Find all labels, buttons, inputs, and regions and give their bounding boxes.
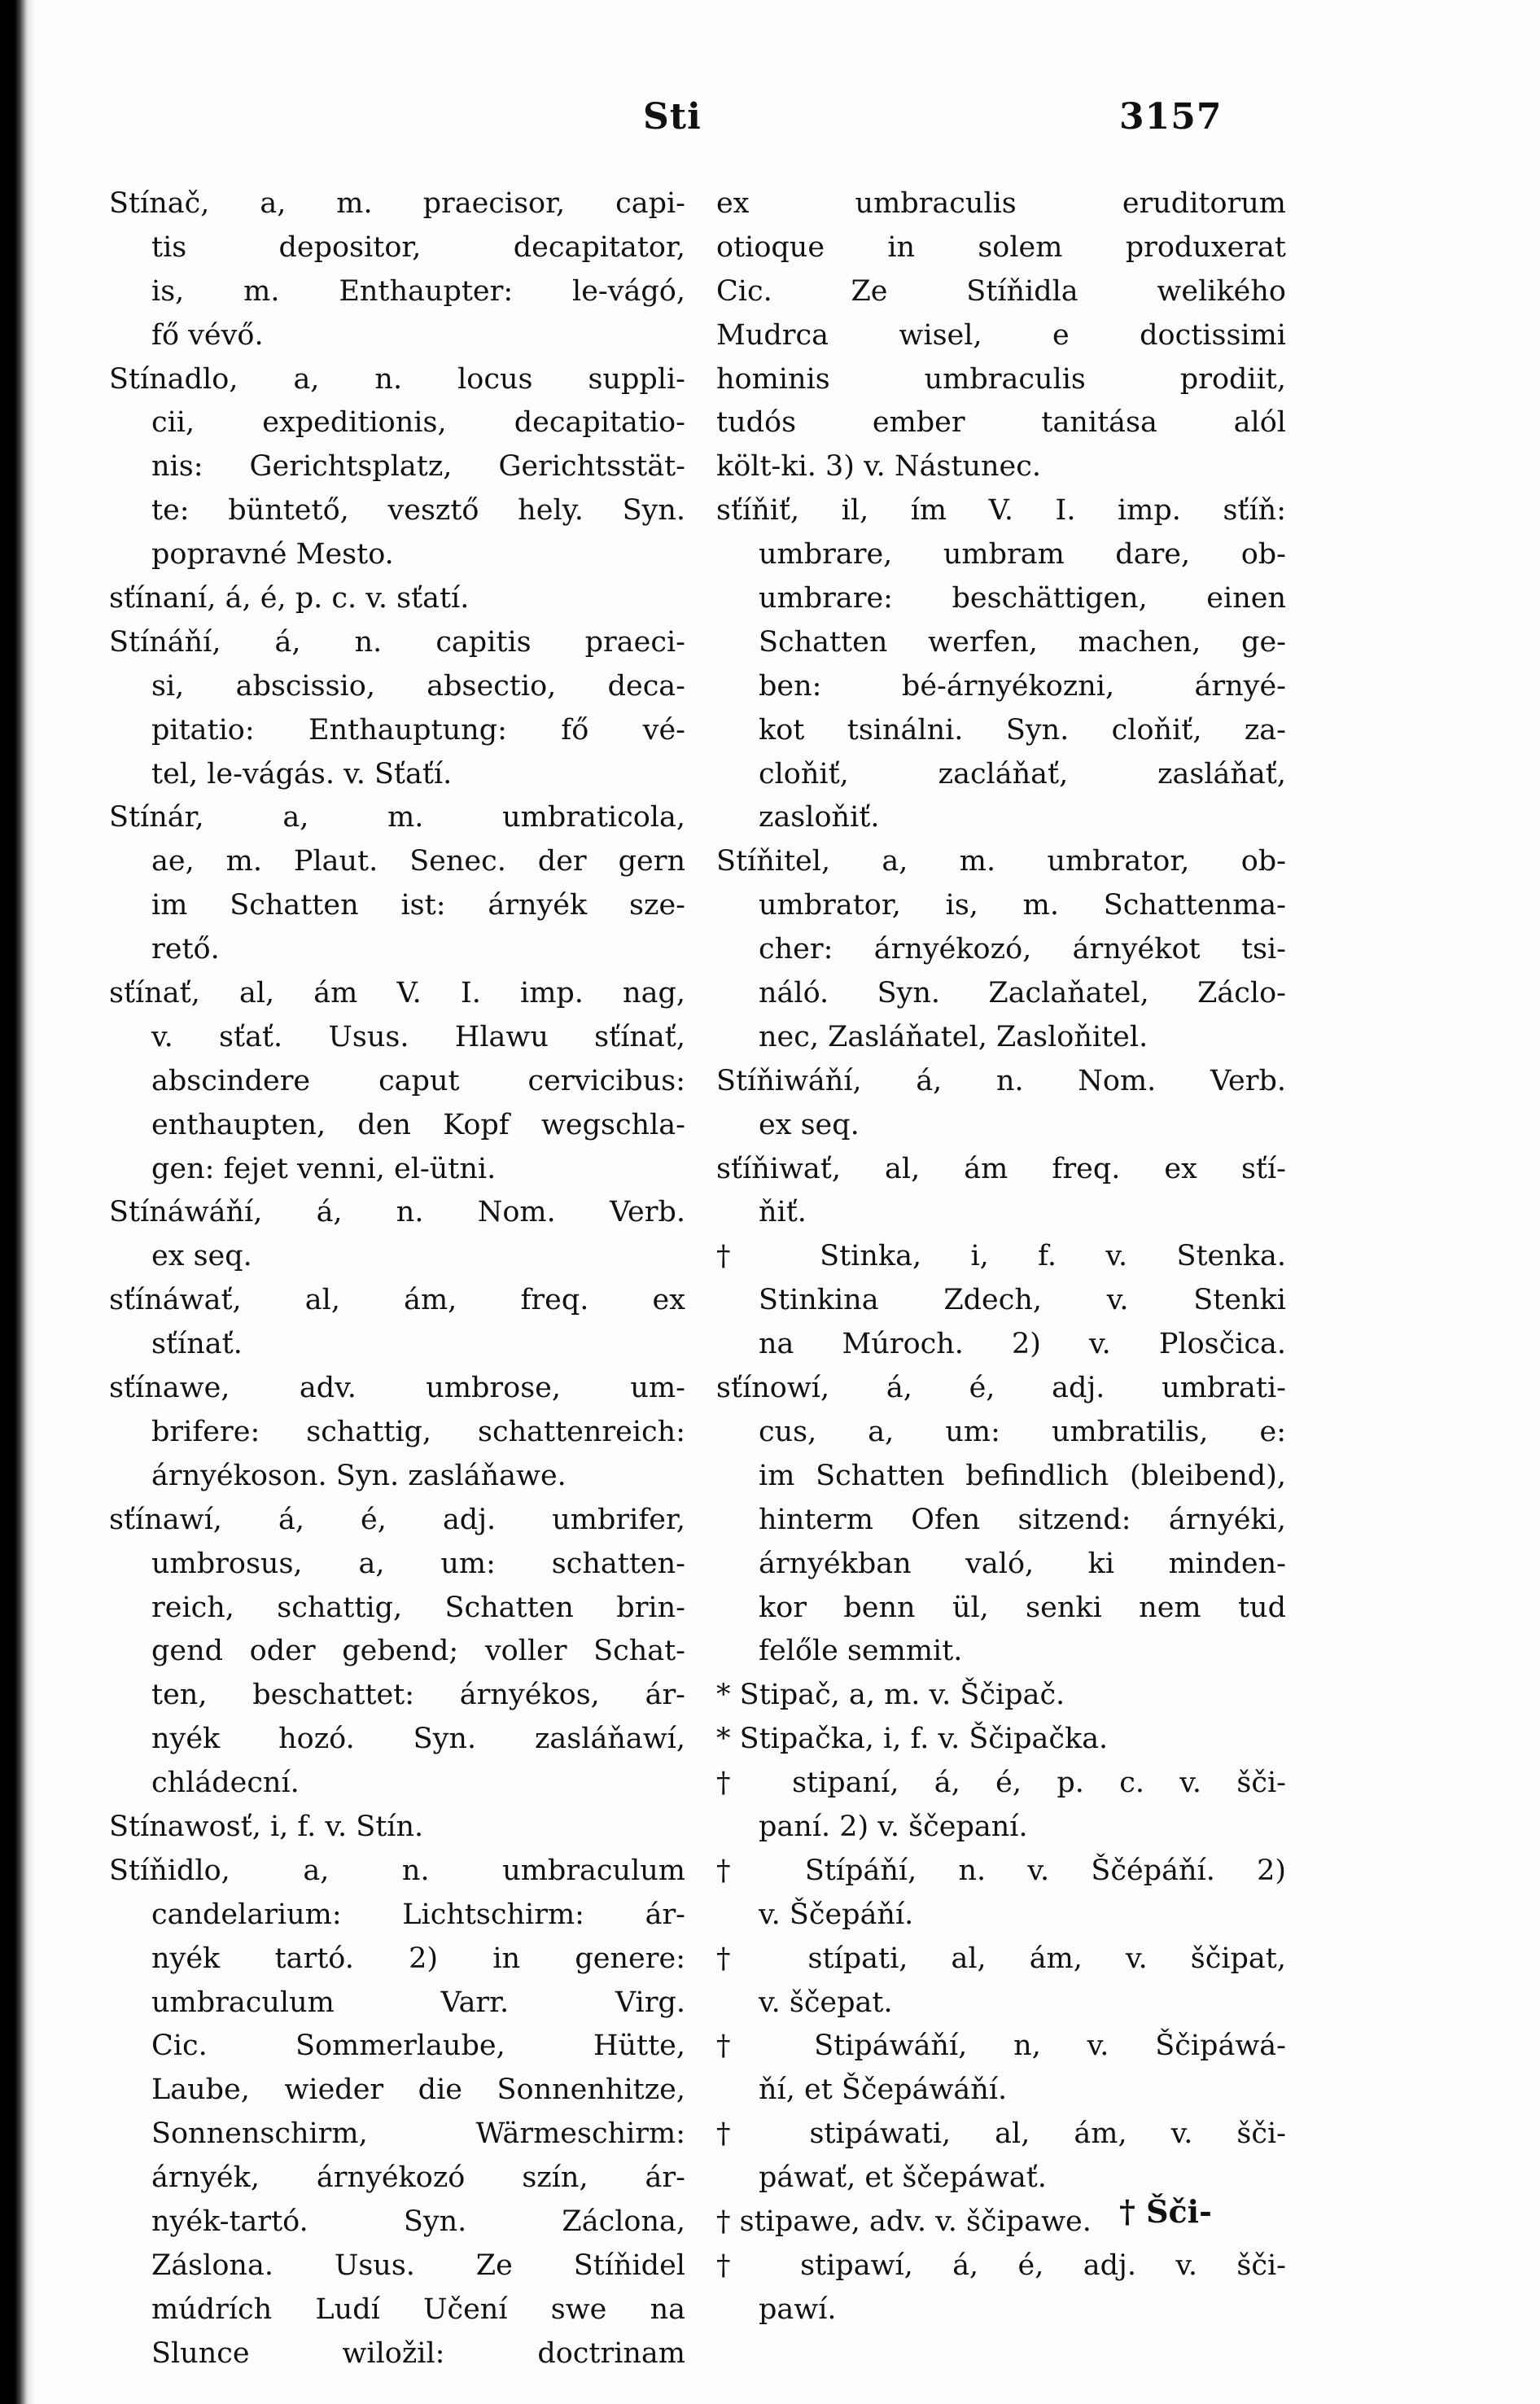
dictionary-line: Stínáwáňí, á, n. Nom. Verb.: [109, 1196, 685, 1229]
dictionary-line: † stipaní, á, é, p. c. v. šči-: [716, 1767, 1286, 1800]
dictionary-line: pitatio: Enthauptung: fő vé-: [151, 713, 685, 747]
dictionary-line: Stínáňí, á, n. capitis praeci-: [109, 625, 685, 659]
dictionary-line: tel, le-vágás. v. Sťaťí.: [151, 757, 453, 790]
dictionary-line: hominis umbraculis prodiit,: [716, 362, 1286, 396]
dictionary-line: si, abscissio, absectio, deca-: [151, 669, 685, 703]
dictionary-line: tis depositor, decapitator,: [151, 230, 685, 264]
dictionary-line: náló. Syn. Zaclaňatel, Záclo-: [759, 977, 1286, 1010]
dictionary-line: Stínawosť, i, f. v. Stín.: [109, 1810, 424, 1843]
right-column: [716, 182, 1286, 2332]
dictionary-line: cus, a, um: umbratilis, e:: [759, 1415, 1286, 1448]
dictionary-line: Schatten werfen, machen, ge-: [759, 625, 1286, 659]
dictionary-line: reich, schattig, Schatten brin-: [151, 1591, 685, 1624]
dictionary-line: árnyékban való, ki minden-: [759, 1547, 1286, 1580]
page-number: 3157: [1119, 96, 1223, 138]
dictionary-line: kot tsinálni. Syn. cloňiť, za-: [759, 713, 1286, 747]
dictionary-line: umbrator, is, m. Schattenma-: [759, 889, 1286, 922]
dictionary-line: ex umbraculis eruditorum: [716, 187, 1286, 220]
dictionary-line: ňí, et Ščepáwáňí.: [759, 2073, 1008, 2107]
dictionary-line: sťínawe, adv. umbrose, um-: [109, 1372, 685, 1405]
dictionary-line: candelarium: Lichtschirm: ár-: [151, 1898, 685, 1931]
dictionary-line: otioque in solem produxerat: [716, 230, 1286, 264]
dictionary-line: pawí.: [759, 2292, 837, 2326]
page-header: [0, 96, 1540, 155]
dictionary-line: Mudrca wisel, e doctissimi: [716, 318, 1286, 352]
dictionary-line: is, m. Enthaupter: le-vágó,: [151, 274, 685, 308]
dictionary-line: im Schatten befindlich (bleibend),: [759, 1459, 1286, 1492]
dictionary-line: chládecní.: [151, 1767, 300, 1800]
dictionary-line: Sonnenschirm, Wärmeschirm:: [151, 2117, 685, 2151]
binding-edge: [0, 0, 36, 2404]
dictionary-line: im Schatten ist: árnyék sze-: [151, 889, 685, 922]
dictionary-line: cher: árnyékozó, árnyékot tsi-: [759, 933, 1286, 966]
dictionary-line: sťínawí, á, é, adj. umbrifer,: [109, 1503, 685, 1536]
dictionary-line: fő vévő.: [151, 318, 264, 352]
dictionary-line: sťínať, al, ám V. I. imp. nag,: [109, 977, 685, 1010]
dictionary-line: ex seq.: [759, 1108, 860, 1141]
dictionary-line: Stínač, a, m. praecisor, capi-: [109, 187, 685, 220]
dictionary-line: tudós ember tanitása alól: [716, 406, 1286, 440]
dictionary-line: kor benn ül, senki nem tud: [759, 1591, 1286, 1624]
dictionary-line: † stipawí, á, é, adj. v. šči-: [716, 2249, 1286, 2282]
dictionary-line: Stinkina Zdech, v. Stenki: [759, 1284, 1286, 1317]
dictionary-line: umbrosus, a, um: schatten-: [151, 1547, 685, 1580]
dictionary-line: v. ščepat.: [759, 1986, 893, 2019]
dictionary-line: † stipáwati, al, ám, v. šči-: [716, 2117, 1286, 2151]
dictionary-line: nis: Gerichtsplatz, Gerichtsstät-: [151, 450, 685, 484]
dictionary-line: abscindere caput cervicibus:: [151, 1064, 685, 1097]
dictionary-line: † Stípáňí, n. v. Ščépáňí. 2): [716, 1854, 1286, 1887]
dictionary-line: zasloňiť.: [759, 801, 880, 834]
dictionary-line: Záslona. Usus. Ze Stíňidel: [151, 2249, 685, 2282]
dictionary-line: árnyék, árnyékozó szín, ár-: [151, 2161, 685, 2195]
dictionary-line: Stínadlo, a, n. locus suppli-: [109, 362, 685, 396]
dictionary-line: umbraculum Varr. Virg.: [151, 1986, 685, 2019]
dictionary-line: hinterm Ofen sitzend: árnyéki,: [759, 1503, 1286, 1536]
dictionary-line: cloňiť, zacláňať, zasláňať,: [759, 757, 1286, 790]
dictionary-line: felőle semmit.: [759, 1635, 963, 1668]
dictionary-line: Slunce wiložil: doctrinam: [151, 2336, 685, 2370]
dictionary-line: v. Ščepáňí.: [759, 1898, 914, 1931]
dictionary-line: Stíňidlo, a, n. umbraculum: [109, 1854, 685, 1887]
dictionary-line: umbrare: beschättigen, einen: [759, 582, 1286, 615]
dictionary-line: ten, beschattet: árnyékos, ár-: [151, 1679, 685, 1712]
dictionary-line: gend oder gebend; voller Schat-: [151, 1635, 685, 1668]
dictionary-line: ben: bé-árnyékozni, árnyé-: [759, 669, 1286, 703]
dictionary-line: Stíňiwáňí, á, n. Nom. Verb.: [716, 1064, 1286, 1097]
dictionary-line: sťíňiť, il, ím V. I. imp. sťíň:: [716, 494, 1286, 528]
dictionary-line: Laube, wieder die Sonnenhitze,: [151, 2073, 685, 2107]
dictionary-line: * Stipač, a, m. v. Ščipač.: [716, 1679, 1065, 1712]
dictionary-line: sťínowí, á, é, adj. umbrati-: [716, 1372, 1286, 1405]
dictionary-line: sťínať.: [151, 1328, 243, 1361]
dictionary-line: † stípati, al, ám, v. ščipat,: [716, 1942, 1286, 1975]
dictionary-line: sťínáwať, al, ám, freq. ex: [109, 1284, 685, 1317]
dictionary-line: te: büntető, vesztő hely. Syn.: [151, 494, 685, 528]
dictionary-line: nyék tartó. 2) in genere:: [151, 1942, 685, 1975]
dictionary-line: ňiť.: [759, 1196, 807, 1229]
dictionary-line: v. sťať. Usus. Hlawu sťínať,: [151, 1020, 685, 1053]
dictionary-line: Cic. Sommerlaube, Hütte,: [151, 2030, 685, 2063]
dictionary-line: Cic. Ze Stíňidla welikého: [716, 274, 1286, 308]
dictionary-line: gen: fejet venni, el-ütni.: [151, 1152, 497, 1185]
dictionary-line: nyék hozó. Syn. zasláňawí,: [151, 1723, 685, 1756]
running-head: Sti: [643, 96, 702, 138]
dictionary-line: umbrare, umbram dare, ob-: [759, 538, 1286, 571]
dictionary-line: popravné Mesto.: [151, 538, 394, 571]
dictionary-line: Stíňitel, a, m. umbrator, ob-: [716, 845, 1286, 878]
dictionary-line: † Stinka, i, f. v. Stenka.: [716, 1240, 1286, 1273]
catchword: † Šči-: [1119, 2193, 1212, 2230]
dictionary-line: árnyékoson. Syn. zasláňawe.: [151, 1459, 567, 1492]
dictionary-line: enthaupten, den Kopf wegschla-: [151, 1108, 685, 1141]
dictionary-line: * Stipačka, i, f. v. Ščipačka.: [716, 1723, 1109, 1756]
dictionary-line: rető.: [151, 933, 220, 966]
dictionary-line: brifere: schattig, schattenreich:: [151, 1415, 685, 1448]
dictionary-line: † stipawe, adv. v. ščipawe.: [716, 2205, 1092, 2238]
dictionary-line: ex seq.: [151, 1240, 252, 1273]
left-column: [109, 182, 685, 2376]
dictionary-line: nyék-tartó. Syn. Záclona,: [151, 2205, 685, 2238]
dictionary-line: múdrích Ludí Učení swe na: [151, 2292, 685, 2326]
dictionary-line: na Múroch. 2) v. Plosčica.: [759, 1328, 1286, 1361]
dictionary-line: páwať, et ščepáwať.: [759, 2161, 1047, 2195]
dictionary-line: nec, Zasláňatel, Zasloňitel.: [759, 1020, 1148, 1053]
dictionary-line: † Stipáwáňí, n, v. Ščipáwá-: [716, 2030, 1286, 2063]
dictionary-line: ae, m. Plaut. Senec. der gern: [151, 845, 685, 878]
dictionary-line: cii, expeditionis, decapitatio-: [151, 406, 685, 440]
dictionary-line: sťíňiwať, al, ám freq. ex sťí-: [716, 1152, 1286, 1185]
dictionary-line: sťínaní, á, é, p. c. v. sťatí.: [109, 582, 470, 615]
dictionary-line: Stínár, a, m. umbraticola,: [109, 801, 685, 834]
dictionary-line: költ-ki. 3) v. Nástunec.: [716, 450, 1041, 484]
dictionary-line: paní. 2) v. ščepaní.: [759, 1810, 1028, 1843]
